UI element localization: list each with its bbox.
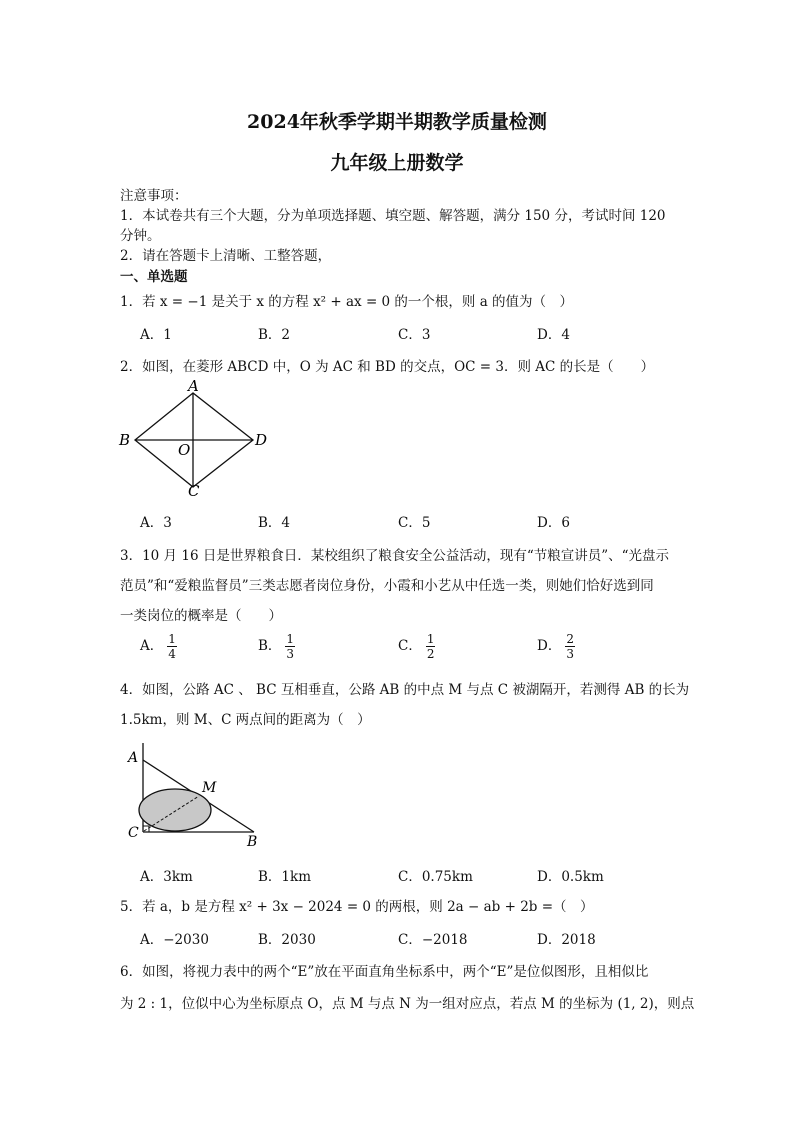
lake bbox=[139, 789, 211, 831]
question-3-option-d[interactable]: D． $\frac{2}{3}$ bbox=[537, 632, 574, 661]
question-5-stem: 5．若 a，b 是方程 x² + 3x − 2024 = 0 的两根，则 2a − ab + 2b =（ ） bbox=[120, 899, 594, 915]
question-6-line-2: 为 2 : 1，位似中心为坐标原点 O，点 M 与点 N 为一组对应点，若点 M 的坐标为 (1, 2)，则点 bbox=[120, 996, 695, 1012]
exam-subtitle: 九年级上册数学 bbox=[330, 152, 464, 174]
label-o: O bbox=[178, 441, 191, 459]
exam-title: 2024年秋季学期半期教学质量检测 bbox=[247, 111, 547, 133]
lake-road-figure bbox=[122, 740, 272, 850]
question-4-line-2: 1.5km，则 M、C 两点间的距离为（ ） bbox=[120, 712, 371, 728]
notes-item-2: 2．请在答题卡上清晰、工整答题， bbox=[120, 248, 332, 264]
label-b: B bbox=[119, 431, 131, 449]
question-1-option-a[interactable]: A．1 bbox=[140, 327, 172, 343]
notes-item-1-line-2: 分钟。 bbox=[120, 228, 161, 244]
question-6-line-1: 6．如图，将视力表中的两个“E”放在平面直角坐标系中，两个“E”是位似图形，且相似比 bbox=[120, 964, 649, 980]
question-4-option-c[interactable]: C．0.75km bbox=[398, 869, 473, 885]
question-1-option-d[interactable]: D．4 bbox=[537, 327, 570, 343]
section-1-title: 一、单选题 bbox=[120, 269, 188, 285]
question-1-option-c[interactable]: C．3 bbox=[398, 327, 431, 343]
question-5-option-d[interactable]: D．2018 bbox=[537, 932, 596, 948]
question-3-option-a[interactable]: A． $\frac{1}{4}$ bbox=[140, 632, 176, 661]
question-2-option-c[interactable]: C．5 bbox=[398, 515, 431, 531]
question-3-option-b[interactable]: B． $\frac{1}{3}$ bbox=[258, 632, 295, 661]
label-m: M bbox=[202, 780, 217, 796]
question-2-option-a[interactable]: A．3 bbox=[140, 515, 172, 531]
label-a: A bbox=[128, 750, 139, 766]
question-5-option-c[interactable]: C．−2018 bbox=[398, 932, 468, 948]
question-3-line-3: 一类岗位的概率是（ ） bbox=[120, 608, 282, 624]
label-d: D bbox=[255, 431, 268, 449]
label-b: B bbox=[247, 834, 258, 850]
label-c: C bbox=[128, 825, 139, 841]
question-2-option-d[interactable]: D．6 bbox=[537, 515, 570, 531]
question-3-line-2: 范员”和“爱粮监督员”三类志愿者岗位身份，小霞和小艺从中任选一类，则她们恰好选到同 bbox=[120, 578, 654, 594]
question-4-option-b[interactable]: B．1km bbox=[258, 869, 311, 885]
question-4-option-d[interactable]: D．0.5km bbox=[537, 869, 604, 885]
question-5-option-a[interactable]: A．−2030 bbox=[140, 932, 209, 948]
question-4-option-a[interactable]: A．3km bbox=[140, 869, 193, 885]
right-angle-mark bbox=[143, 826, 149, 832]
question-2-option-b[interactable]: B．4 bbox=[258, 515, 291, 531]
question-3-line-1: 3．10 月 16 日是世界粮食日．某校组织了粮食安全公益活动，现有“节粮宣讲员”、“光盘示 bbox=[120, 548, 670, 564]
question-1-stem: 1．若 x = −1 是关于 x 的方程 x² + ax = 0 的一个根，则 a 的值为（ ） bbox=[120, 294, 574, 310]
question-3-option-c[interactable]: C． $\frac{1}{2}$ bbox=[398, 632, 435, 661]
rhombus-figure bbox=[115, 380, 280, 500]
label-a: A bbox=[188, 380, 199, 395]
notes-item-1-line-1: 1．本试卷共有三个大题，分为单项选择题、填空题、解答题，满分 150 分，考试时间 120 bbox=[120, 208, 666, 224]
question-5-option-b[interactable]: B．2030 bbox=[258, 932, 316, 948]
question-1-option-b[interactable]: B．2 bbox=[258, 327, 291, 343]
question-4-line-1: 4．如图，公路 AC 、 BC 互相垂直，公路 AB 的中点 M 与点 C 被湖隔开，若测得 AB 的长为 bbox=[120, 682, 690, 698]
notes-heading: 注意事项： bbox=[120, 188, 188, 204]
label-c: C bbox=[188, 482, 200, 500]
question-2-stem: 2．如图，在菱形 ABCD 中，O 为 AC 和 BD 的交点，OC = 3．则 AC 的长是（ ） bbox=[120, 359, 655, 375]
